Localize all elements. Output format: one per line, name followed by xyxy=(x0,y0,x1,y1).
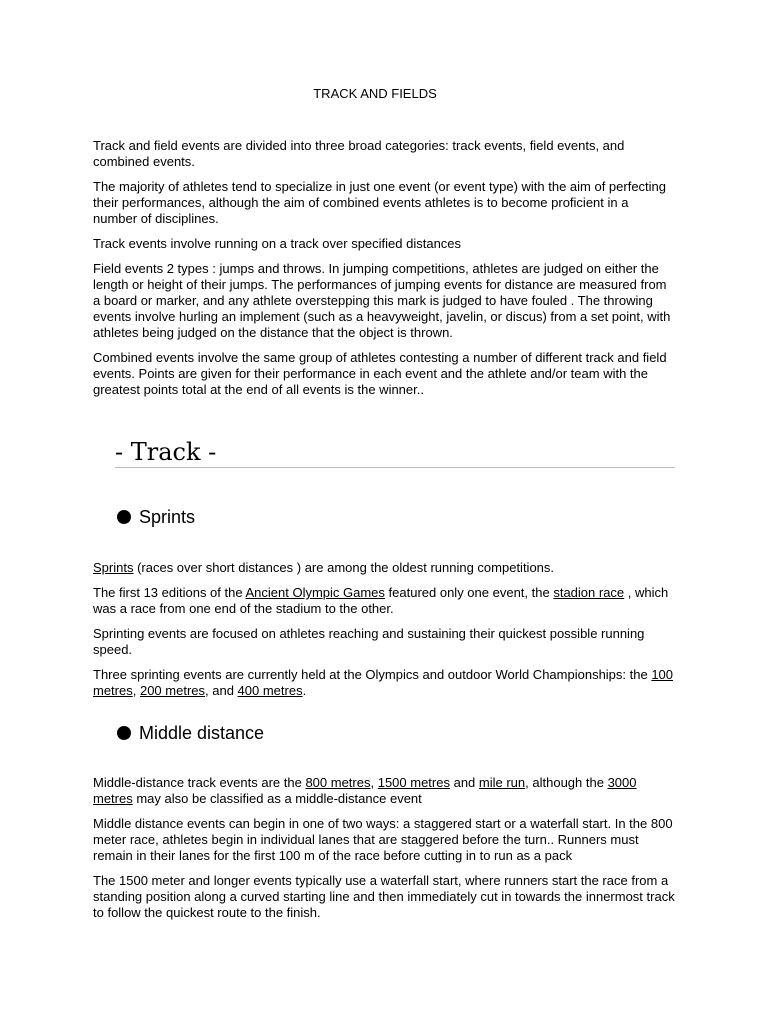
link-1500-metres[interactable]: 1500 metres xyxy=(377,775,450,790)
intro-paragraph-1: Track and field events are divided into three broad categories: track events, field events, and combined events. xyxy=(93,138,625,169)
sprints-paragraph-4: Three sprinting events are currently held at the Olympics and outdoor World Championships: the 100 metres, 200 metres, and 400 metres. xyxy=(93,667,674,698)
link-200-metres[interactable]: 200 metres xyxy=(139,683,206,698)
sprints-paragraph-3: Sprinting events are focused on athletes reaching and sustaining their quickest possible running speed. xyxy=(93,626,645,657)
intro-paragraph-5: Combined events involve the same group of athletes contesting a number of different track and field events. Points are given for their performance in each event and the athlete and/or team with the greatest points total at the end of all events is the winner.. xyxy=(93,350,667,397)
link-ancient-olympic-games[interactable]: Ancient Olympic Games xyxy=(245,585,385,600)
sprints-section xyxy=(93,560,676,708)
sprints-paragraph-2: The first 13 editions of the Ancient Olympic Games featured only one event, the stadion race , which was a race from one end of the stadium to the other. xyxy=(93,585,669,616)
bullet-icon xyxy=(117,726,131,740)
sprints-heading-text: Sprints xyxy=(139,507,196,527)
middle-distance-heading xyxy=(117,722,264,744)
intro-paragraph-4: Field events 2 types : jumps and throws. In jumping competitions, athletes are judged on either the length or height of their jumps. The performances of jumping events for distance are measured from a board or marker, and any athlete overstepping this mark is judged to have fouled . The throwing events involve hurling an implement (such as a heavyweight, javelin, or discus) from a set point, with athletes being judged on the distance that the object is thrown. xyxy=(93,261,671,340)
middle-paragraph-3: The 1500 meter and longer events typically use a waterfall start, where runners start the race from a standing position along a curved starting line and then immediately cut in towards the innermost track to follow the quickest route to the finish. xyxy=(93,873,675,920)
link-mile-run[interactable]: mile run xyxy=(478,775,526,790)
intro-section xyxy=(93,138,676,407)
middle-distance-heading-text: Middle distance xyxy=(139,723,265,743)
link-sprints[interactable]: Sprints xyxy=(93,560,134,575)
intro-paragraph-3: Track events involve running on a track over specified distances xyxy=(93,236,462,251)
link-stadion-race[interactable]: stadion race xyxy=(553,585,625,600)
track-heading xyxy=(115,437,675,468)
bullet-icon xyxy=(117,510,131,524)
sprints-paragraph-1: Sprints (races over short distances ) are among the oldest running competitions. xyxy=(93,560,555,575)
link-800-metres[interactable]: 800 metres xyxy=(305,775,371,790)
link-100-metres[interactable]: 100 metres xyxy=(93,667,674,698)
link-3000-metres[interactable]: 3000 metres xyxy=(93,775,637,806)
page-title: TRACK AND FIELDS xyxy=(313,86,437,101)
middle-paragraph-2: Middle distance events can begin in one of two ways: a staggered start or a waterfall start. In the 800 meter race, athletes begin in individual lanes that are staggered before the turn.. Runners must remain in their lanes for the first 100 m of the race before cutting in to run as a pack xyxy=(93,816,673,863)
track-heading-text: - Track - xyxy=(115,438,217,466)
link-400-metres[interactable]: 400 metres xyxy=(237,683,303,698)
intro-paragraph-2: The majority of athletes tend to specialize in just one event (or event type) with the aim of perfecting their performances, although the aim of combined events athletes is to become proficient in a number of disciplines. xyxy=(93,179,667,226)
sprints-heading xyxy=(117,506,195,528)
middle-distance-section xyxy=(93,775,676,930)
middle-paragraph-1: Middle-distance track events are the 800 metres, 1500 metres and mile run, although the 3000 metres may also be classified as a middle-distance event xyxy=(93,775,637,806)
